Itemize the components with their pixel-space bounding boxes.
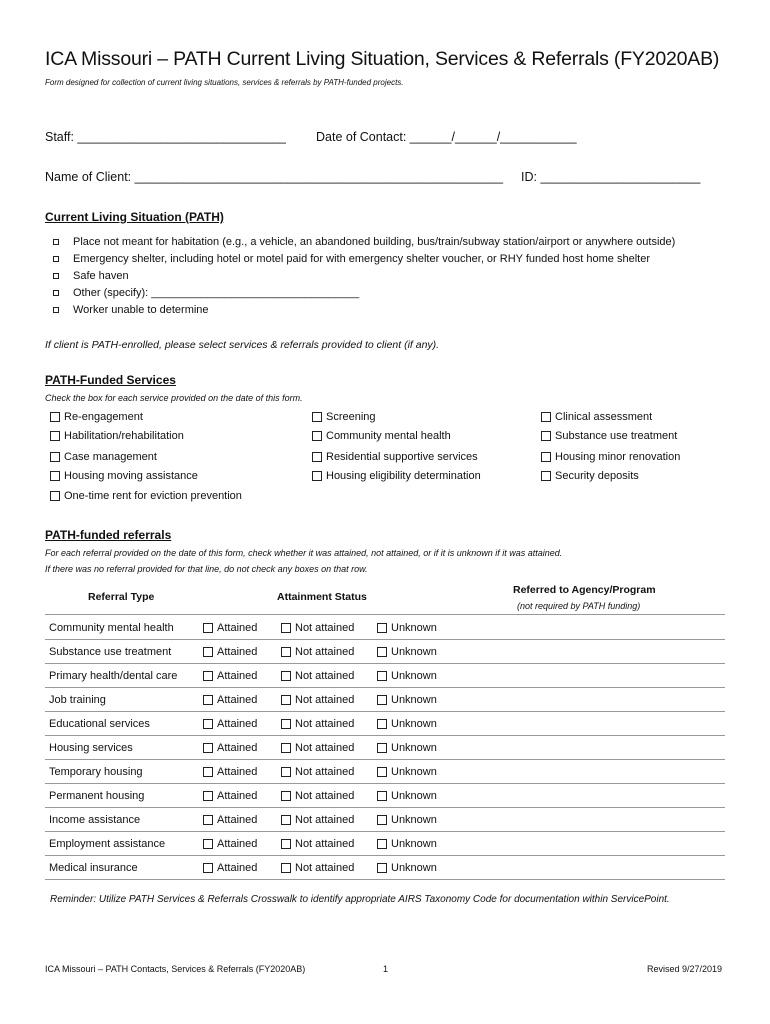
not-attained-checkbox[interactable]: Not attained [281, 622, 354, 634]
table-row [45, 736, 725, 760]
footer-page-number: 1 [383, 964, 389, 974]
col-agency: Referred to Agency/Program [513, 584, 656, 596]
checkbox-icon[interactable] [541, 452, 551, 462]
checkbox-icon[interactable] [203, 743, 213, 753]
attained-checkbox[interactable]: Attained [203, 670, 257, 682]
unknown-checkbox[interactable]: Unknown [377, 670, 437, 682]
col-attainment-status: Attainment Status [277, 591, 367, 603]
living-situation-option[interactable]: Worker unable to determine [52, 301, 675, 318]
living-situation-option[interactable]: Safe haven [52, 267, 675, 284]
checkbox-icon[interactable] [53, 290, 59, 296]
date-of-contact-field[interactable]: Date of Contact: ______/______/___________ [316, 130, 577, 144]
checkbox-icon[interactable] [541, 471, 551, 481]
not-attained-checkbox[interactable]: Not attained [281, 766, 354, 778]
checkbox-icon[interactable] [312, 452, 322, 462]
referrals-instruction-1: For each referral provided on the date of this form, check whether it was attained, not attained, or if it is unknown if it was attained. [45, 548, 563, 558]
page-title: ICA Missouri – PATH Current Living Situation, Services & Referrals (FY2020AB) [45, 48, 720, 70]
referral-type-label: Job training [49, 694, 106, 706]
checkbox-icon[interactable] [281, 671, 291, 681]
checkbox-icon[interactable] [203, 863, 213, 873]
service-screening[interactable]: Screening [312, 411, 376, 423]
unknown-checkbox[interactable]: Unknown [377, 622, 437, 634]
page-subtitle: Form designed for collection of current living situations, services & referrals by PATH-funded projects. [45, 78, 404, 87]
not-attained-checkbox[interactable]: Not attained [281, 790, 354, 802]
checkbox-icon[interactable] [312, 431, 322, 441]
checkbox-icon[interactable] [203, 839, 213, 849]
checkbox-icon[interactable] [50, 491, 60, 501]
checkbox-icon[interactable] [203, 695, 213, 705]
referral-type-label: Employment assistance [49, 838, 166, 850]
checkbox-icon[interactable] [53, 239, 59, 245]
referral-type-label: Community mental health [49, 622, 174, 634]
service-housing-eligibility[interactable]: Housing eligibility determination [312, 470, 481, 482]
reminder-note: Reminder: Utilize PATH Services & Referrals Crosswalk to identify appropriate AIRS Taxonomy Code for documentation within ServicePoint. [50, 894, 670, 905]
unknown-checkbox[interactable]: Unknown [377, 838, 437, 850]
checkbox-icon[interactable] [50, 471, 60, 481]
attained-checkbox[interactable]: Attained [203, 694, 257, 706]
referral-type-label: Educational services [49, 718, 150, 730]
checkbox-icon[interactable] [312, 412, 322, 422]
row-rule [45, 879, 725, 880]
attained-checkbox[interactable]: Attained [203, 646, 257, 658]
table-row [45, 688, 725, 712]
not-attained-checkbox[interactable]: Not attained [281, 838, 354, 850]
referrals-heading: PATH-funded referrals [45, 528, 172, 542]
service-security-deposits[interactable]: Security deposits [541, 470, 639, 482]
checkbox-icon[interactable] [377, 671, 387, 681]
unknown-checkbox[interactable]: Unknown [377, 694, 437, 706]
checkbox-icon[interactable] [53, 256, 59, 262]
checkbox-icon[interactable] [281, 623, 291, 633]
living-situation-option[interactable]: Other (specify): __________________________________ [52, 284, 675, 301]
col-referral-type: Referral Type [88, 591, 155, 603]
living-situation-option[interactable]: Place not meant for habitation (e.g., a vehicle, an abandoned building, bus/train/subway station/airport or anywhere outside) [52, 233, 675, 250]
not-attained-checkbox[interactable]: Not attained [281, 718, 354, 730]
checkbox-icon[interactable] [203, 719, 213, 729]
referral-type-label: Primary health/dental care [49, 670, 178, 682]
checkbox-icon[interactable] [53, 307, 59, 313]
service-one-time-rent[interactable]: One-time rent for eviction prevention [50, 490, 242, 502]
services-heading: PATH-Funded Services [45, 373, 176, 387]
checkbox-icon[interactable] [50, 412, 60, 422]
not-attained-checkbox[interactable]: Not attained [281, 670, 354, 682]
checkbox-icon[interactable] [203, 767, 213, 777]
checkbox-icon[interactable] [377, 767, 387, 777]
service-re-engagement[interactable]: Re-engagement [50, 411, 143, 423]
checkbox-icon[interactable] [541, 412, 551, 422]
not-attained-checkbox[interactable]: Not attained [281, 742, 354, 754]
checkbox-icon[interactable] [541, 431, 551, 441]
checkbox-icon[interactable] [203, 791, 213, 801]
attained-checkbox[interactable]: Attained [203, 862, 257, 874]
checkbox-icon[interactable] [377, 695, 387, 705]
unknown-checkbox[interactable]: Unknown [377, 742, 437, 754]
table-row [45, 616, 725, 640]
unknown-checkbox[interactable]: Unknown [377, 862, 437, 874]
service-habilitation[interactable]: Habilitation/rehabilitation [50, 430, 184, 442]
checkbox-icon[interactable] [377, 791, 387, 801]
checkbox-icon[interactable] [50, 431, 60, 441]
attained-checkbox[interactable]: Attained [203, 814, 257, 826]
footer-left: ICA Missouri – PATH Contacts, Services & Referrals (FY2020AB) [45, 964, 306, 974]
checkbox-icon[interactable] [281, 647, 291, 657]
client-name-field[interactable]: Name of Client: _____________________________________________________ [45, 170, 504, 184]
service-community-mental-health[interactable]: Community mental health [312, 430, 451, 442]
checkbox-icon[interactable] [377, 743, 387, 753]
referral-type-label: Permanent housing [49, 790, 145, 802]
client-id-field[interactable]: ID: _______________________ [521, 170, 701, 184]
service-clinical-assessment[interactable]: Clinical assessment [541, 411, 652, 423]
checkbox-icon[interactable] [377, 647, 387, 657]
living-situation-heading: Current Living Situation (PATH) [45, 210, 224, 224]
referral-type-label: Substance use treatment [49, 646, 172, 658]
attained-checkbox[interactable]: Attained [203, 622, 257, 634]
table-row [45, 856, 725, 880]
checkbox-icon[interactable] [203, 815, 213, 825]
table-row [45, 832, 725, 856]
unknown-checkbox[interactable]: Unknown [377, 766, 437, 778]
checkbox-icon[interactable] [312, 471, 322, 481]
table-row [45, 784, 725, 808]
checkbox-icon[interactable] [50, 452, 60, 462]
checkbox-icon[interactable] [377, 839, 387, 849]
checkbox-icon[interactable] [377, 815, 387, 825]
living-situation-list [52, 233, 675, 318]
attained-checkbox[interactable]: Attained [203, 838, 257, 850]
checkbox-icon[interactable] [281, 791, 291, 801]
footer-revised: Revised 9/27/2019 [647, 964, 723, 974]
checkbox-icon[interactable] [53, 273, 59, 279]
not-attained-checkbox[interactable]: Not attained [281, 862, 354, 874]
checkbox-icon[interactable] [281, 767, 291, 777]
enrolled-note: If client is PATH-enrolled, please select services & referrals provided to client (if any). [45, 339, 440, 351]
checkbox-icon[interactable] [377, 719, 387, 729]
table-row [45, 712, 725, 736]
referral-type-label: Medical insurance [49, 862, 138, 874]
checkbox-icon[interactable] [281, 863, 291, 873]
unknown-checkbox[interactable]: Unknown [377, 790, 437, 802]
living-situation-option[interactable]: Emergency shelter, including hotel or motel paid for with emergency shelter voucher, or RHY funded host home shelter [52, 250, 675, 267]
referral-type-label: Housing services [49, 742, 133, 754]
checkbox-icon[interactable] [281, 719, 291, 729]
attained-checkbox[interactable]: Attained [203, 718, 257, 730]
table-header-rule [45, 614, 725, 615]
staff-field[interactable]: Staff: ______________________________ [45, 130, 286, 144]
table-row [45, 760, 725, 784]
checkbox-icon[interactable] [377, 863, 387, 873]
attained-checkbox[interactable]: Attained [203, 766, 257, 778]
unknown-checkbox[interactable]: Unknown [377, 814, 437, 826]
service-housing-minor-renovation[interactable]: Housing minor renovation [541, 451, 680, 463]
referral-type-label: Income assistance [49, 814, 141, 826]
checkbox-icon[interactable] [203, 647, 213, 657]
unknown-checkbox[interactable]: Unknown [377, 718, 437, 730]
col-agency-note: (not required by PATH funding) [517, 601, 641, 611]
service-substance-use[interactable]: Substance use treatment [541, 430, 677, 442]
service-case-management[interactable]: Case management [50, 451, 157, 463]
checkbox-icon[interactable] [281, 839, 291, 849]
checkbox-icon[interactable] [281, 695, 291, 705]
checkbox-icon[interactable] [281, 815, 291, 825]
service-residential-supportive[interactable]: Residential supportive services [312, 451, 478, 463]
table-row [45, 808, 725, 832]
not-attained-checkbox[interactable]: Not attained [281, 694, 354, 706]
checkbox-icon[interactable] [377, 623, 387, 633]
not-attained-checkbox[interactable]: Not attained [281, 814, 354, 826]
attained-checkbox[interactable]: Attained [203, 742, 257, 754]
not-attained-checkbox[interactable]: Not attained [281, 646, 354, 658]
referrals-instruction-2: If there was no referral provided for that line, do not check any boxes on that row. [45, 564, 368, 574]
table-row [45, 640, 725, 664]
checkbox-icon[interactable] [203, 671, 213, 681]
checkbox-icon[interactable] [281, 743, 291, 753]
table-row [45, 664, 725, 688]
unknown-checkbox[interactable]: Unknown [377, 646, 437, 658]
services-instruction: Check the box for each service provided on the date of this form. [45, 393, 303, 403]
service-housing-moving[interactable]: Housing moving assistance [50, 470, 198, 482]
referral-type-label: Temporary housing [49, 766, 143, 778]
checkbox-icon[interactable] [203, 623, 213, 633]
attained-checkbox[interactable]: Attained [203, 790, 257, 802]
